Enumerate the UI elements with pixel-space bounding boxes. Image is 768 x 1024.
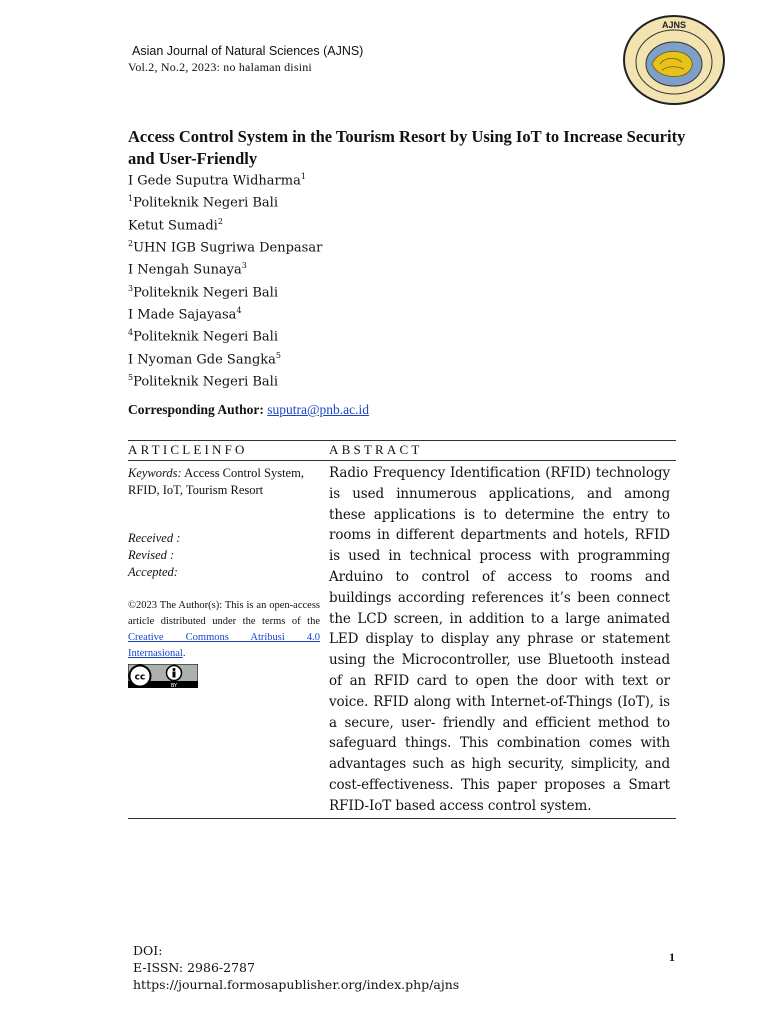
journal-name: Asian Journal of Natural Sciences (AJNS) <box>132 44 364 58</box>
accepted-label: Accepted: <box>128 565 178 579</box>
abstract-heading: ABSTRACT <box>329 442 423 457</box>
corresponding-email-link[interactable]: suputra@pnb.ac.id <box>267 402 369 417</box>
svg-text:BY: BY <box>170 683 178 688</box>
author-line: I Nengah Sunaya$^3$ <box>128 261 247 278</box>
corresponding-author: Corresponding Author: suputra@pnb.ac.id <box>128 402 369 417</box>
author-line: I Made Sajayasa$^4$ <box>128 305 242 323</box>
keywords-label: Keywords <box>128 466 178 480</box>
issn-line: E-ISSN: 2986-2787 <box>133 960 255 975</box>
article-info-heading: ARTICLEINFO <box>128 442 248 457</box>
paper-title: Access Control System in the Tourism Resort by Using IoT to Increase Security and User-Friendly <box>128 127 686 168</box>
corresponding-label: Corresponding Author <box>128 402 260 417</box>
keywords-value: Access Control System, RFID, IoT, Tourism Resort <box>128 466 304 497</box>
revised-label: Revised : <box>128 548 175 562</box>
author-list <box>128 168 322 391</box>
page-number: 1 <box>669 950 675 964</box>
footer <box>133 942 459 993</box>
bottom-rule <box>128 818 676 819</box>
volume-line: Vol.2, No.2, 2023: no halaman disini <box>128 60 312 74</box>
author-line: I Gede Suputra Widharma$^1$ <box>128 172 306 189</box>
journal-url[interactable]: https://journal.formosapublisher.org/index.php/ajns <box>133 977 460 992</box>
author-line: Ketut Sumadi$^2$ <box>128 216 223 233</box>
license-text: ©2023 The Author(s): This is an open-access article distributed under the terms of the Creative Commons Atribusi 4.0 Internasional. <box>128 600 320 659</box>
header-rule <box>128 460 676 461</box>
author-line: I Nyoman Gde Sangka$^5$ <box>128 350 282 367</box>
affiliation-line: $^2$UHN IGB Sugriwa Denpasar <box>128 238 323 256</box>
affiliation-line: $^1$Politeknik Negeri Bali <box>128 194 278 211</box>
abstract-text: Radio Frequency Identification (RFID) technology is used innumerous applications, and among these applications is to determine the entry to rooms in different departments and hotels, RFID is used in technical process with programming Arduino to control of access to rooms and buildings according references it’s been connect the LCD screen, in addition to a large animated LED display to display any phrase or statement using the Microcontroller, use Bluetooth instead of an RFID card to open the door with text or voice. RFID along with Internet-of-Things (IoT), is a secure, user- friendly and efficient method to safeguard things. This combination comes with advantages such as high security, simplicity, and cost-effectiveness. This paper proposes a Smart RFID-IoT based access control system. <box>329 465 670 814</box>
license-link[interactable]: Creative Commons Atribusi 4.0 Internasional <box>128 632 320 659</box>
svg-text:cc: cc <box>134 672 146 683</box>
journal-logo <box>622 14 726 106</box>
affiliation-line: $^4$Politeknik Negeri Bali <box>128 328 278 345</box>
keywords-block: Keywords: Access Control System, RFID, IoT, Tourism Resort <box>128 466 304 497</box>
doi-line: DOI: <box>133 943 163 958</box>
received-label: Received : <box>128 531 181 545</box>
top-rule <box>128 440 676 441</box>
cc-by-badge[interactable] <box>128 664 198 688</box>
affiliation-line: $^5$Politeknik Negeri Bali <box>128 372 278 390</box>
dates-block <box>128 530 180 581</box>
logo-text: AJNS <box>661 20 687 30</box>
affiliation-line: $^3$Politeknik Negeri Bali <box>128 283 278 300</box>
